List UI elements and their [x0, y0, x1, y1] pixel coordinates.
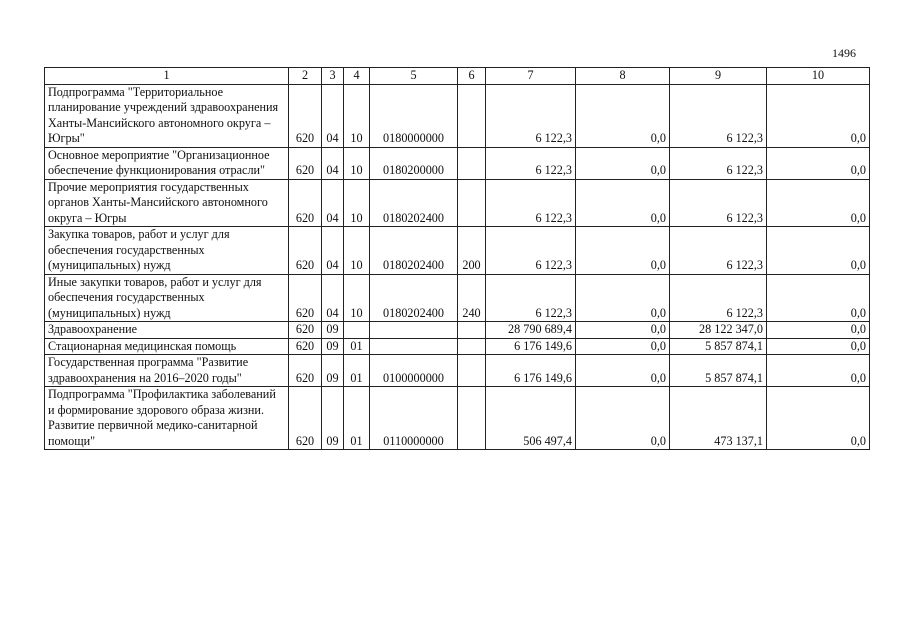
amount-cell: 0,0 — [767, 355, 870, 387]
column-header: 3 — [322, 68, 344, 85]
page-number: 1496 — [832, 46, 856, 60]
amount-cell: 0,0 — [767, 322, 870, 339]
amount-cell: 0,0 — [767, 274, 870, 322]
amount-cell: 0,0 — [767, 387, 870, 450]
subsection-cell: 10 — [344, 179, 370, 227]
section-cell: 09 — [322, 355, 344, 387]
amount-cell: 5 857 874,1 — [670, 338, 767, 355]
section-cell: 04 — [322, 147, 344, 179]
row-name-cell: Подпрограмма "Профилактика заболеваний и формирование здорового образа жизни. Развитие первичной медико-санитарной помощи" — [45, 387, 289, 450]
target-article-cell: 0180202400 — [370, 227, 458, 275]
column-header: 10 — [767, 68, 870, 85]
section-cell: 09 — [322, 387, 344, 450]
expense-type-cell — [458, 355, 486, 387]
amount-cell: 0,0 — [576, 147, 670, 179]
subsection-cell: 10 — [344, 274, 370, 322]
ministry-code-cell: 620 — [289, 147, 322, 179]
section-cell: 04 — [322, 227, 344, 275]
subsection-cell: 01 — [344, 387, 370, 450]
amount-cell: 6 176 149,6 — [486, 355, 576, 387]
target-article-cell — [370, 338, 458, 355]
expense-type-cell — [458, 84, 486, 147]
ministry-code-cell: 620 — [289, 84, 322, 147]
column-header: 8 — [576, 68, 670, 85]
target-article-cell: 0180000000 — [370, 84, 458, 147]
target-article-cell: 0180202400 — [370, 179, 458, 227]
ministry-code-cell: 620 — [289, 355, 322, 387]
column-header: 1 — [45, 68, 289, 85]
expense-type-cell — [458, 179, 486, 227]
amount-cell: 0,0 — [576, 84, 670, 147]
amount-cell: 0,0 — [767, 147, 870, 179]
amount-cell: 0,0 — [576, 179, 670, 227]
amount-cell: 6 122,3 — [486, 227, 576, 275]
amount-cell: 5 857 874,1 — [670, 355, 767, 387]
column-header: 9 — [670, 68, 767, 85]
ministry-code-cell: 620 — [289, 179, 322, 227]
section-cell: 09 — [322, 338, 344, 355]
table-row — [45, 355, 870, 387]
amount-cell: 0,0 — [576, 387, 670, 450]
expense-type-cell — [458, 338, 486, 355]
row-name-cell: Закупка товаров, работ и услуг для обеспечения государственных (муниципальных) нужд — [45, 227, 289, 275]
amount-cell: 6 122,3 — [670, 274, 767, 322]
target-article-cell: 0110000000 — [370, 387, 458, 450]
table-row — [45, 338, 870, 355]
amount-cell: 6 122,3 — [486, 147, 576, 179]
amount-cell: 6 176 149,6 — [486, 338, 576, 355]
table-body — [45, 84, 870, 450]
expense-type-cell: 240 — [458, 274, 486, 322]
table-header — [45, 68, 870, 85]
expense-type-cell — [458, 147, 486, 179]
subsection-cell — [344, 322, 370, 339]
table-row — [45, 84, 870, 147]
expense-type-cell — [458, 322, 486, 339]
amount-cell: 0,0 — [576, 274, 670, 322]
amount-cell: 0,0 — [767, 179, 870, 227]
table-row — [45, 322, 870, 339]
ministry-code-cell: 620 — [289, 227, 322, 275]
amount-cell: 28 790 689,4 — [486, 322, 576, 339]
ministry-code-cell: 620 — [289, 274, 322, 322]
amount-cell: 28 122 347,0 — [670, 322, 767, 339]
amount-cell: 0,0 — [576, 355, 670, 387]
subsection-cell: 10 — [344, 227, 370, 275]
subsection-cell: 10 — [344, 147, 370, 179]
amount-cell: 506 497,4 — [486, 387, 576, 450]
amount-cell: 6 122,3 — [670, 227, 767, 275]
row-name-cell: Иные закупки товаров, работ и услуг для обеспечения государственных (муниципальных) нужд — [45, 274, 289, 322]
row-name-cell: Государственная программа "Развитие здравоохранения на 2016–2020 годы" — [45, 355, 289, 387]
ministry-code-cell: 620 — [289, 338, 322, 355]
target-article-cell: 0180202400 — [370, 274, 458, 322]
row-name-cell: Стационарная медицинская помощь — [45, 338, 289, 355]
subsection-cell: 10 — [344, 84, 370, 147]
amount-cell: 0,0 — [576, 338, 670, 355]
amount-cell: 6 122,3 — [670, 179, 767, 227]
ministry-code-cell: 620 — [289, 387, 322, 450]
amount-cell: 0,0 — [576, 227, 670, 275]
column-header: 5 — [370, 68, 458, 85]
expense-type-cell — [458, 387, 486, 450]
expense-type-cell: 200 — [458, 227, 486, 275]
amount-cell: 6 122,3 — [486, 179, 576, 227]
table-row — [45, 227, 870, 275]
header-row — [45, 68, 870, 85]
budget-table — [44, 67, 870, 450]
section-cell: 04 — [322, 274, 344, 322]
row-name-cell: Здравоохранение — [45, 322, 289, 339]
target-article-cell: 0100000000 — [370, 355, 458, 387]
subsection-cell: 01 — [344, 355, 370, 387]
section-cell: 09 — [322, 322, 344, 339]
section-cell: 04 — [322, 84, 344, 147]
subsection-cell: 01 — [344, 338, 370, 355]
amount-cell: 6 122,3 — [486, 274, 576, 322]
amount-cell: 0,0 — [576, 322, 670, 339]
target-article-cell — [370, 322, 458, 339]
amount-cell: 6 122,3 — [670, 147, 767, 179]
column-header: 7 — [486, 68, 576, 85]
table-row — [45, 147, 870, 179]
amount-cell: 473 137,1 — [670, 387, 767, 450]
table-row — [45, 179, 870, 227]
ministry-code-cell: 620 — [289, 322, 322, 339]
target-article-cell: 0180200000 — [370, 147, 458, 179]
table-row — [45, 274, 870, 322]
column-header: 4 — [344, 68, 370, 85]
amount-cell: 0,0 — [767, 227, 870, 275]
table-row — [45, 387, 870, 450]
amount-cell: 0,0 — [767, 84, 870, 147]
column-header: 6 — [458, 68, 486, 85]
amount-cell: 6 122,3 — [486, 84, 576, 147]
amount-cell: 0,0 — [767, 338, 870, 355]
row-name-cell: Подпрограмма "Территориальное планирование учреждений здравоохранения Ханты-Мансийского автономного округа – Югры" — [45, 84, 289, 147]
column-header: 2 — [289, 68, 322, 85]
amount-cell: 6 122,3 — [670, 84, 767, 147]
row-name-cell: Основное мероприятие "Организационное обеспечение функционирования отрасли" — [45, 147, 289, 179]
section-cell: 04 — [322, 179, 344, 227]
row-name-cell: Прочие мероприятия государственных органов Ханты-Мансийского автономного округа – Югры — [45, 179, 289, 227]
